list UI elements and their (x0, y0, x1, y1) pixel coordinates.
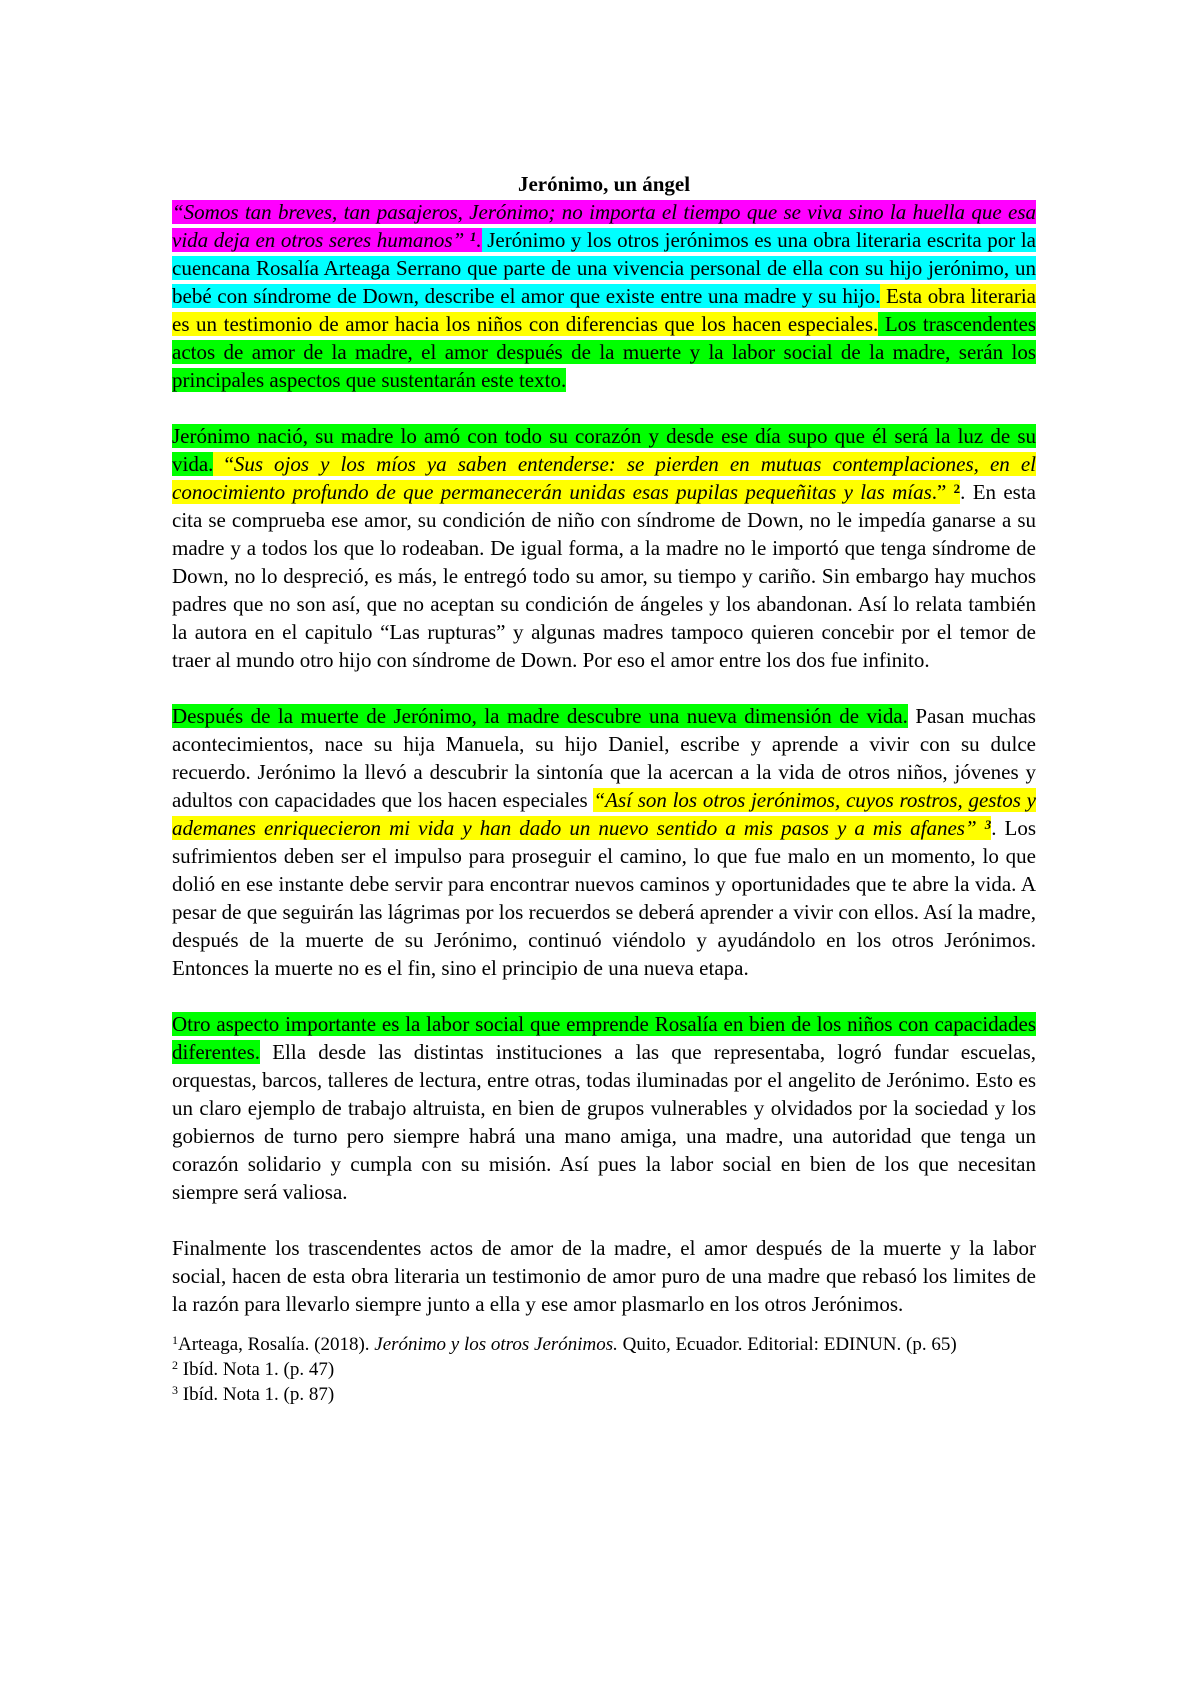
paragraph-gap (172, 394, 1036, 422)
footnote-3: $^3$ Ibíd. Nota 1. (p. 87) (172, 1383, 335, 1405)
highlight-green-topic: Después de la muerte de Jerónimo, la madre descubre una nueva dimensión de vida. (172, 704, 908, 728)
paragraph-gap (172, 1206, 1036, 1234)
paragraph-introduction (172, 198, 1036, 394)
paragraph-love: Jerónimo nació, su madre lo amó con todo su corazón y desde ese día supo que él será la luz de su vida. “Sus ojos y los míos ya saben entenderse: se pierden en mutuas contemplaciones, en el conocimiento profundo de que permanecerán unidas esas pupilas pequeñitas y las mías.” $^2$. En esta cita se comprueba ese amor, su condición de niño con síndrome de Down, no le impedía ganarse a su madre y a todos los que lo rodeaban. De igual forma, a la madre no le importó que tenga síndrome de Down, no lo despreció, es más, le entregó todo su amor, su tiempo y cariño. Sin embargo hay muchos padres que no son así, que no aceptan su condición de ángeles y los abandonan. Así lo relata también la autora en el capitulo “Las rupturas” y algunas madres tampoco quieren concebir por el temor de traer al mundo otro hijo con síndrome de Down. Por eso el amor entre los dos fue infinito. (172, 424, 1037, 672)
paragraph-gap (172, 674, 1036, 702)
highlight-yellow-quote: “Así son los otros jerónimos, cuyos rostros, gestos y ademanes enriquecieron mi vida y han dado un nuevo sentido a mis pasos y a mis afanes” $^3$ (172, 788, 1036, 840)
footnote-ref-1: 1 (469, 229, 477, 244)
footnotes (172, 1332, 1036, 1407)
highlight-yellow-quote: “Sus ojos y los míos ya saben entenderse: se pierden en mutuas contemplaciones, en el conocimiento profundo de que permanecerán unidas esas pupilas pequeñitas y las mías.” $^2$ (172, 452, 1037, 504)
paragraph-gap (172, 982, 1036, 1010)
footnote-1: $^1$Arteaga, Rosalía. (2018). Jerónimo y los otros Jerónimos. Quito, Ecuador. Editorial: EDINUN. (p. 65) (172, 1333, 957, 1355)
document-title: Jerónimo, un ángel (517, 172, 691, 196)
paragraph-social-work: Otro aspecto importante es la labor social que emprende Rosalía en bien de los niños con capacidades diferentes. Ella desde las distintas instituciones a las que representaba, logró fundar escuelas, orquestas, barcos, talleres de lectura, entre otras, todas iluminadas por el angelito de Jerónimo. Esto es un claro ejemplo de trabajo altruista, en bien de grupos vulnerables y olvidados por la sociedad y los gobiernos de turno pero siempre habrá una mano amiga, una madre, una autoridad que tenga un corazón solidario y cumpla con su misión. Así pues la labor social en bien de los que necesitan siempre será valiosa. (172, 1012, 1036, 1204)
footnote-ref-2: 2 (953, 481, 961, 496)
paragraph-conclusion: Finalmente los trascendentes actos de amor de la madre, el amor después de la muerte y la labor social, hacen de esta obra literaria un testimonio de amor puro de una madre que rebasó los limites de la razón para llevarlo siempre junto a ella y ese amor plasmarlo en los otros Jerónimos. (172, 1236, 1036, 1316)
highlight-cyan-summary: Jerónimo y los otros jerónimos es una obra literaria escrita por la cuencana Rosalía Arteaga Serrano que parte de una vivencia personal de ella con su hijo jerónimo, un bebé con síndrome de Down, describe el amor que existe entre una madre y su hijo. (172, 228, 1037, 308)
footnote-ref-3: 3 (984, 817, 992, 832)
highlight-green-topic: Jerónimo nació, su madre lo amó con todo su corazón y desde ese día supo que él será la luz de su vida. (172, 424, 1036, 476)
document-body (172, 170, 1036, 1407)
highlight-green-aspects: Los trascendentes actos de amor de la madre, el amor después de la muerte y la labor social de la madre, serán los principales aspectos que sustentarán este texto. (172, 312, 1036, 392)
highlight-green-topic: Otro aspecto importante es la labor social que emprende Rosalía en bien de los niños con capacidades diferentes. (172, 1012, 1036, 1064)
footnote-2: $^2$ Ibíd. Nota 1. (p. 47) (172, 1358, 335, 1380)
highlight-yellow-thesis: Esta obra literaria es un testimonio de amor hacia los niños con diferencias que los hacen especiales. (172, 284, 1036, 336)
highlight-magenta-quote: “Somos tan breves, tan pasajeros, Jerónimo; no importa el tiempo que se viva sino la huella que esa vida deja en otros seres humanos” $^1$. (172, 200, 1036, 252)
paragraph-after-death: Después de la muerte de Jerónimo, la madre descubre una nueva dimensión de vida. Pasan muchas acontecimientos, nace su hija Manuela, su hijo Daniel, escribe y aprende a vivir con su dulce recuerdo. Jerónimo la llevó a descubrir la sintonía que la acercan a la vida de otros niños, jóvenes y adultos con capacidades que los hacen especiales “Así son los otros jerónimos, cuyos rostros, gestos y ademanes enriquecieron mi vida y han dado un nuevo sentido a mis pasos y a mis afanes” $^3$. Los sufrimientos deben ser el impulso para proseguir el camino, lo que fue malo en un momento, lo que dolió en ese instante debe servir para encontrar nuevos caminos y oportunidades que te abre la vida. A pesar de que seguirán las lágrimas por los recuerdos se deberá aprender a vivir con ellos. Así la madre, después de la muerte de su Jerónimo, continuó viéndolo y ayudándolo en los otros Jerónimos. Entonces la muerte no es el fin, sino el principio de una nueva etapa. (172, 704, 1037, 980)
